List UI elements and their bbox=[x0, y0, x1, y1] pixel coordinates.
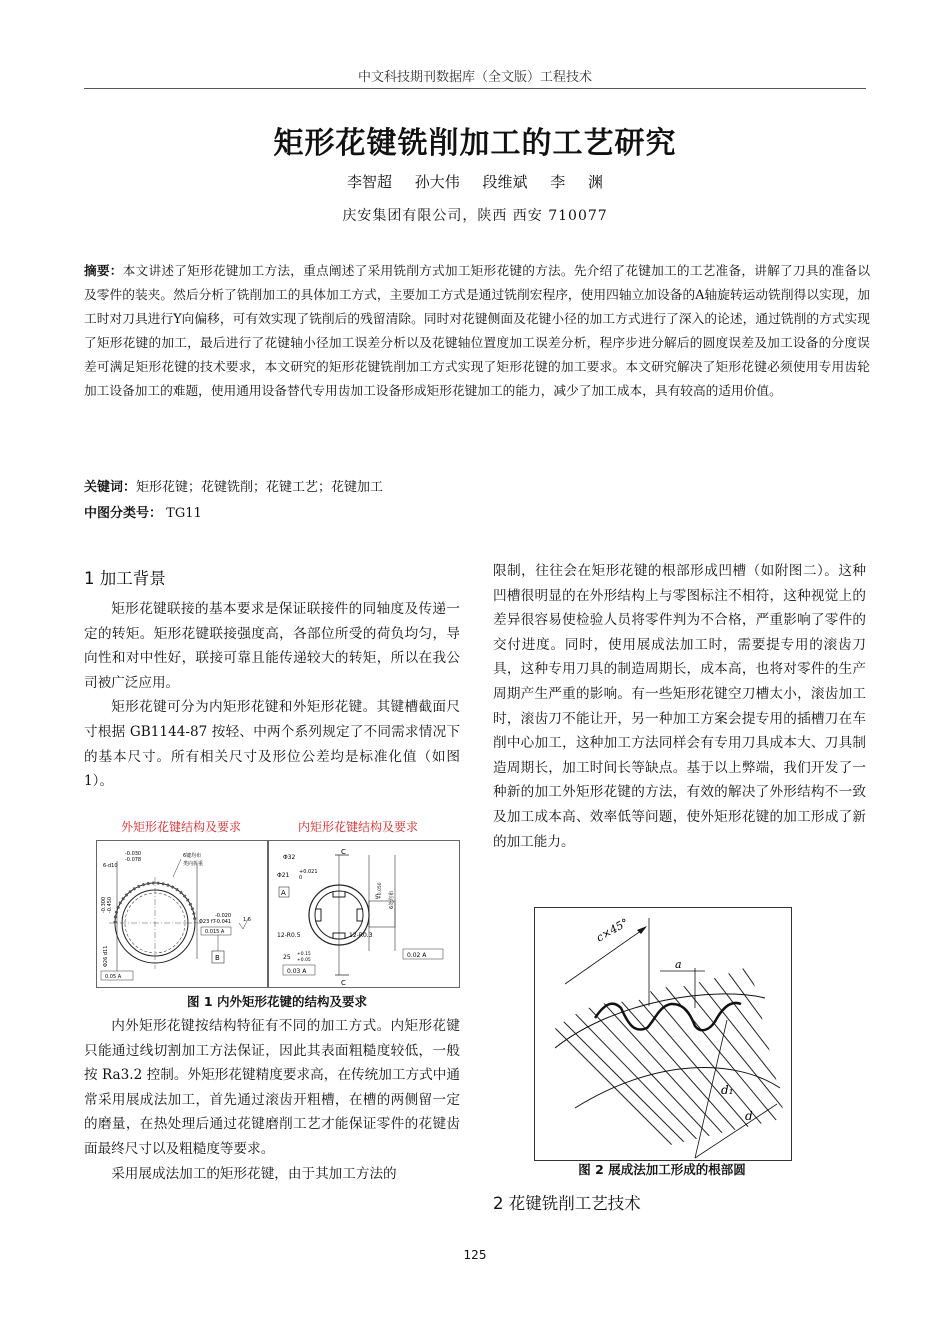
label-r-w-tol: +0.050 bbox=[378, 882, 383, 899]
keywords-label: 关键词： bbox=[84, 480, 137, 495]
figure-1-caption: 图 1 内外矩形花键的结构及要求 bbox=[187, 994, 367, 1009]
figure-1-right-title: 内矩形花键结构及要求 bbox=[297, 820, 418, 834]
section-1-body-top bbox=[84, 597, 460, 794]
section-2-heading: 2 花键铣削工艺技术 bbox=[493, 1194, 641, 1213]
label-tol-d: 6-d10 bbox=[103, 863, 118, 869]
paper-affiliation: 庆安集团有限公司，陕西 西安 710077 bbox=[342, 208, 608, 224]
abstract-label: 摘要： bbox=[84, 263, 123, 278]
label-note-2: 类向折重 bbox=[183, 861, 204, 867]
label-r-dim-tol-2: +0.05 bbox=[297, 958, 311, 963]
label-r-frame: 0.03 A bbox=[287, 968, 307, 975]
label-tol-5: -0.020 bbox=[215, 913, 232, 919]
paragraph-4: 采用展成法加工的矩形花键，由于其加工方法的 bbox=[111, 1165, 397, 1182]
label-frame-1: 0.05 A bbox=[105, 974, 122, 980]
label-tol-3: -0.300 bbox=[101, 896, 107, 913]
label-pos-1: 0.015 A bbox=[205, 929, 225, 935]
label-r-tol-1: +0.021 bbox=[299, 869, 318, 875]
label-r-note: 6处均布 bbox=[389, 890, 395, 909]
label-r-r1: 12-R0.5 bbox=[277, 932, 301, 939]
label-r-dim: 25 bbox=[283, 954, 291, 961]
label-tol-4: -0.450 bbox=[107, 896, 113, 913]
figure-1-left-panel bbox=[96, 840, 268, 988]
label-tol-6: -0.041 bbox=[215, 919, 232, 925]
paragraph-5: 限制，往往会在矩形花键的根部形成凹槽（如附图二）。这种凹槽很明显的在外形结构上与零图标注不相符，这种视觉上的差异很容易使检验人员将零件判为不合格，严重影响了零件的交付进度。同时，使用展成法加工时，需要提专用的滚齿刀具，这种专用刀具的制造周期长，成本高，也将对零件的生产周期产生严重的影响。有一些矩形花键空刀槽太小，滚齿加工时，滚齿刀不能让开，另一种加工方案会提专用的插槽刀在车削中心加工，这种加工方法同样会有专用刀具成本大、刀具制造周期长，加工时间长等缺点。基于以上弊端，我们开发了一种新的加工外矩形花键的方法，有效的解决了外形结构不一致及加工成本高、效率低等问题，使外矩形花键的加工形成了新的加工能力。 bbox=[493, 563, 866, 850]
keywords bbox=[84, 477, 870, 499]
label-r-dia-1: Φ32 bbox=[283, 854, 296, 861]
label-dia-2: Φ23 f7 bbox=[199, 919, 216, 925]
section-1-body-right bbox=[493, 559, 866, 854]
figure-2-panel bbox=[534, 907, 792, 1161]
section-1-body-bottom bbox=[84, 1014, 460, 1186]
section-1-heading: 1 加工背景 bbox=[84, 569, 166, 588]
abstract bbox=[84, 259, 870, 402]
label-sec-c-top: C bbox=[341, 848, 346, 856]
label-d1: d₁ bbox=[721, 1083, 734, 1097]
label-tol-1: -0.030 bbox=[125, 851, 142, 857]
label-r-dia-2: Φ21 bbox=[277, 872, 290, 879]
internal-spline-drawing bbox=[269, 841, 459, 987]
paragraph-2: 矩形花键可分为内矩形花键和外矩形花键。其键槽截面尺寸根据 GB1144-87 按轻、中两个系列规定了不同需求情况下的基本尺寸。所有相关尺寸及形位公差均是标准化值（如图 1）。 bbox=[84, 699, 460, 790]
label-r-tol-2: 0 bbox=[299, 875, 303, 881]
header-rule bbox=[84, 88, 866, 89]
label-ra-1: 1.6 bbox=[243, 917, 251, 923]
label-sec-c-bottom: C bbox=[341, 979, 346, 987]
label-tol-2: -0.078 bbox=[125, 857, 142, 863]
root-circle-drawing bbox=[535, 908, 791, 1160]
figure-1-left-title: 外矩形花键结构及要求 bbox=[120, 820, 241, 834]
paragraph-3: 内外矩形花键按结构特征有不同的加工方式。内矩形花键只能通过线切割加工方法保证，因此其表面粗糙度较低，一般按 Ra3.2 控制。外矩形花键精度要求高，在传统加工方式中通常采用展成法加工，首先通过滚齿开粗槽，在槽的两侧留一定的磨量，在热处理后通过花键磨削工艺才能保证零件的花键齿面最终尺寸以及粗糙度等要求。 bbox=[84, 1018, 460, 1157]
classification bbox=[84, 503, 870, 525]
running-header: 中文科技期刊数据库（全文版）工程技术 bbox=[357, 70, 592, 85]
paragraph-1: 矩形花键联接的基本要求是保证联接件的同轴度及传递一定的转矩。矩形花键联接强度高，各部位所受的荷负均匀，导向性和对中性好，联接可靠且能传递较大的转矩，所以在我公司被广泛应用。 bbox=[84, 601, 460, 691]
figure-2-caption: 图 2 展成法加工形成的根部圆 bbox=[578, 1162, 746, 1177]
label-d: d bbox=[745, 1109, 753, 1123]
classification-text: TG11 bbox=[166, 506, 202, 521]
label-dia-1: Φ26 d11 bbox=[103, 945, 109, 967]
paper-authors: 李智超 孙大伟 段维斌 李 渊 bbox=[346, 173, 604, 191]
label-a: a bbox=[675, 958, 682, 971]
external-spline-drawing bbox=[97, 841, 267, 987]
label-note-1: 6键均布 bbox=[183, 853, 202, 859]
label-r-w: 5 bbox=[375, 894, 379, 901]
keywords-text: 矩形花键；花键铣削；花键工艺；花键加工 bbox=[136, 480, 384, 495]
label-r-datum-a: A bbox=[281, 889, 286, 897]
label-chamfer: c×45° bbox=[594, 915, 631, 945]
paper-title: 矩形花键铣削加工的工艺研究 bbox=[273, 126, 677, 161]
classification-label: 中图分类号： bbox=[84, 506, 163, 521]
label-r-r2: 12-R0.3 bbox=[349, 932, 373, 939]
label-r-pos: 0.02 A bbox=[407, 952, 427, 959]
figure-1-right-panel bbox=[268, 840, 460, 988]
label-datum-b: B bbox=[215, 954, 220, 962]
label-r-dim-tol-1: +0.15 bbox=[297, 952, 311, 957]
abstract-text: 本文讲述了矩形花键加工方法，重点阐述了采用铣削方式加工矩形花键的方法。先介绍了花键加工的工艺准备，讲解了刀具的准备以及零件的装夹。然后分析了铣削加工的具体加工方式，主要加工方式是通过铣削宏程序，使用四轴立加设备的A轴旋转运动铣削得以实现，加工时对刀具进行Y向偏移，可有效实现了铣削后的残留清除。同时对花键侧面及花键小径的加工方式进行了深入的论述，通过铣削的方式实现了矩形花键的加工，最后进行了花键轴小径加工误差分析以及花键轴位置度加工误差分析，程序步进分解后的圆度误差及加工设备的分度误差可满足矩形花键的技术要求，本文研究的矩形花键铣削加工方式实现了矩形花键的加工要求。本文研究解决了矩形花键必须使用专用齿轮加工设备加工的难题，使用通用设备替代专用齿加工设备形成矩形花键加工的能力，减少了加工成本，具有较高的适用价值。 bbox=[84, 263, 871, 398]
page-number: 125 bbox=[463, 1248, 487, 1262]
